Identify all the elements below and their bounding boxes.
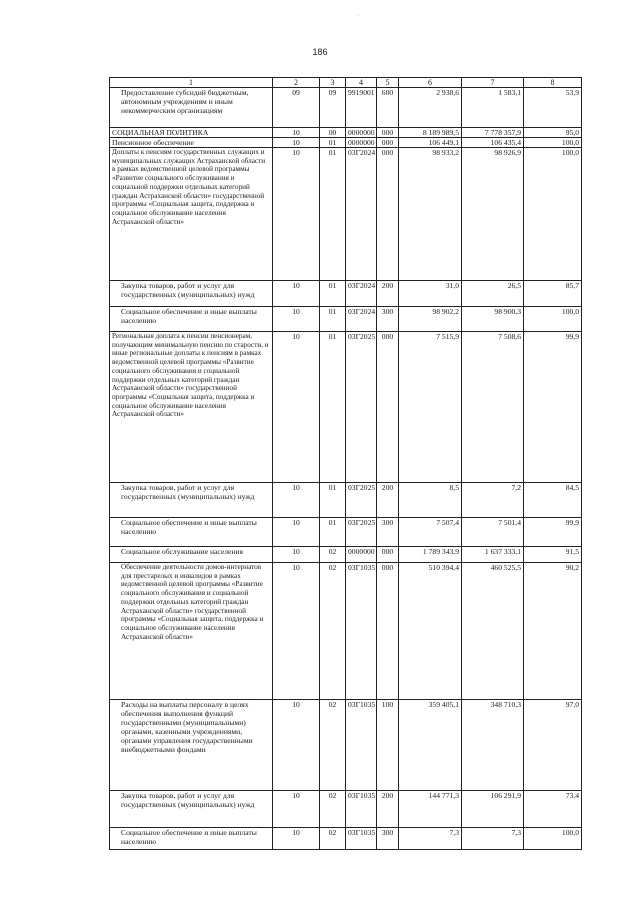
section-code: 10	[273, 828, 320, 850]
actual-value: 7 508,6	[462, 332, 524, 483]
expense-type: 200	[377, 791, 399, 828]
plan-value: 7 507,4	[399, 518, 462, 547]
section-code: 10	[273, 128, 320, 138]
percent-value: 99,9	[524, 518, 582, 547]
header-cell: 7	[462, 78, 524, 88]
target-code: 03Г2025	[346, 332, 377, 483]
section-code: 10	[273, 518, 320, 547]
subsection-code: 02	[320, 791, 346, 828]
subsection-code: 09	[320, 88, 346, 128]
actual-value: 26,5	[462, 281, 524, 307]
target-code: 03Г2024	[346, 307, 377, 332]
row-name: Закупка товаров, работ и услуг для государственных (муниципальных) нужд	[110, 791, 273, 828]
row-name: Закупка товаров, работ и услуг для государственных (муниципальных) нужд	[110, 483, 273, 518]
percent-value: 95,0	[524, 128, 582, 138]
row-name: Расходы на выплаты персоналу в целях обеспечения выполнения функций государственными (муниципальными) органами, казенными учреждениями, органами управления государственными внебюджетными фондами	[110, 700, 273, 791]
plan-value: 8 189 989,5	[399, 128, 462, 138]
row-name: Пенсионное обеспечение	[110, 138, 273, 148]
row-name: Закупка товаров, работ и услуг для государственных (муниципальных) нужд	[110, 281, 273, 307]
subsection-code: 01	[320, 148, 346, 281]
expense-type: 000	[377, 148, 399, 281]
table-row	[110, 547, 582, 563]
row-name: Социальное обеспечение и иные выплаты населению	[110, 307, 273, 332]
table-row	[110, 281, 582, 307]
table-row	[110, 700, 582, 791]
section-code: 10	[273, 281, 320, 307]
expense-type: 200	[377, 281, 399, 307]
table-row	[110, 791, 582, 828]
actual-value: 348 710,3	[462, 700, 524, 791]
percent-value: 85,7	[524, 281, 582, 307]
plan-value: 510 394,4	[399, 563, 462, 700]
expense-type: 000	[377, 547, 399, 563]
expense-type: 600	[377, 88, 399, 128]
target-code: 03Г1035	[346, 563, 377, 700]
row-name: Региональная доплата к пенсии пенсионерам, получающим минимальную пенсию по старости, и иные региональные доплаты к пенсиям в рамках ведомственной целевой программы «Развитие социального обслуживания и социальной поддержки отдельных категорий граждан Астраханской области» государственной программы «Социальная защита, поддержка и социальное обслуживание населения Астраханской области»	[110, 332, 273, 483]
percent-value: 53,9	[524, 88, 582, 128]
header-cell: 6	[399, 78, 462, 88]
table-row	[110, 138, 582, 148]
subsection-code: 01	[320, 307, 346, 332]
target-code: 0000000	[346, 138, 377, 148]
table-row	[110, 128, 582, 138]
section-code: 10	[273, 563, 320, 700]
section-code: 10	[273, 547, 320, 563]
header-cell: 5	[377, 78, 399, 88]
subsection-code: 00	[320, 128, 346, 138]
percent-value: 100,0	[524, 138, 582, 148]
header-cell: 1	[110, 78, 273, 88]
actual-value: 98 900,3	[462, 307, 524, 332]
table-row	[110, 828, 582, 850]
target-code: 03Г2025	[346, 518, 377, 547]
header-row	[110, 78, 582, 88]
percent-value: 97,0	[524, 700, 582, 791]
table-row	[110, 483, 582, 518]
subsection-code: 01	[320, 281, 346, 307]
percent-value: 73,4	[524, 791, 582, 828]
subsection-code: 01	[320, 332, 346, 483]
percent-value: 84,5	[524, 483, 582, 518]
percent-value: 90,2	[524, 563, 582, 700]
plan-value: 8,5	[399, 483, 462, 518]
target-code: 03Г2024	[346, 281, 377, 307]
table-row	[110, 88, 582, 128]
actual-value: 106 291,9	[462, 791, 524, 828]
target-code: 9919001	[346, 88, 377, 128]
expense-type: 000	[377, 128, 399, 138]
plan-value: 98 902,2	[399, 307, 462, 332]
plan-value: 106 449,1	[399, 138, 462, 148]
target-code: 03Г2025	[346, 483, 377, 518]
expense-type: 000	[377, 138, 399, 148]
subsection-code: 02	[320, 563, 346, 700]
target-code: 03Г1035	[346, 700, 377, 791]
subsection-code: 02	[320, 547, 346, 563]
scan-dot: ·	[357, 13, 359, 19]
actual-value: 98 926,9	[462, 148, 524, 281]
table-row	[110, 332, 582, 483]
table-row	[110, 148, 582, 281]
plan-value: 7 515,9	[399, 332, 462, 483]
actual-value: 1 583,1	[462, 88, 524, 128]
actual-value: 7,3	[462, 828, 524, 850]
expense-type: 100	[377, 700, 399, 791]
target-code: 0000000	[346, 547, 377, 563]
subsection-code: 02	[320, 828, 346, 850]
expense-type: 300	[377, 828, 399, 850]
subsection-code: 01	[320, 138, 346, 148]
row-name: Доплаты к пенсиям государственных служащих и муниципальных служащих Астраханской области в рамках ведомственной целевой программы «Развитие социального обслуживания и социальной поддержки отдельных категорий граждан Астраханской области» государственной программы «Социальная защита, поддержка и социальное обслуживание населения Астраханской области»	[110, 148, 273, 281]
plan-value: 144 771,3	[399, 791, 462, 828]
percent-value: 91,5	[524, 547, 582, 563]
row-name: Предоставление субсидий бюджетным, автономным учреждениям и иным некоммерческим организациям	[110, 88, 273, 128]
target-code: 0000000	[346, 128, 377, 138]
target-code: 03Г2024	[346, 148, 377, 281]
expense-type: 300	[377, 307, 399, 332]
section-code: 10	[273, 138, 320, 148]
header-cell: 4	[346, 78, 377, 88]
section-code: 09	[273, 88, 320, 128]
row-name: Социальное обслуживание населения	[110, 547, 273, 563]
table-row	[110, 563, 582, 700]
plan-value: 359 405,1	[399, 700, 462, 791]
percent-value: 100,0	[524, 148, 582, 281]
percent-value: 100,0	[524, 307, 582, 332]
plan-value: 31,0	[399, 281, 462, 307]
row-name: Социальное обеспечение и иные выплаты населению	[110, 828, 273, 850]
expense-type: 200	[377, 483, 399, 518]
subsection-code: 02	[320, 700, 346, 791]
target-code: 03Г1035	[346, 791, 377, 828]
expense-type: 000	[377, 563, 399, 700]
budget-table	[109, 77, 582, 850]
plan-value: 2 938,6	[399, 88, 462, 128]
table-row	[110, 518, 582, 547]
header-cell: 2	[273, 78, 320, 88]
target-code: 03Г1035	[346, 828, 377, 850]
percent-value: 100,0	[524, 828, 582, 850]
section-code: 10	[273, 791, 320, 828]
table-row	[110, 307, 582, 332]
section-code: 10	[273, 148, 320, 281]
row-name: СОЦИАЛЬНАЯ ПОЛИТИКА	[110, 128, 273, 138]
actual-value: 460 525,5	[462, 563, 524, 700]
section-code: 10	[273, 483, 320, 518]
actual-value: 106 435,4	[462, 138, 524, 148]
percent-value: 99,9	[524, 332, 582, 483]
plan-value: 98 933,2	[399, 148, 462, 281]
section-code: 10	[273, 307, 320, 332]
header-cell: 3	[320, 78, 346, 88]
subsection-code: 01	[320, 483, 346, 518]
plan-value: 7,3	[399, 828, 462, 850]
header-cell: 8	[524, 78, 582, 88]
actual-value: 7,2	[462, 483, 524, 518]
actual-value: 7 778 357,9	[462, 128, 524, 138]
actual-value: 1 637 333,1	[462, 547, 524, 563]
plan-value: 1 789 343,9	[399, 547, 462, 563]
section-code: 10	[273, 700, 320, 791]
row-name: Социальное обеспечение и иные выплаты населению	[110, 518, 273, 547]
expense-type: 000	[377, 332, 399, 483]
page-number: 186	[312, 47, 328, 57]
expense-type: 300	[377, 518, 399, 547]
subsection-code: 01	[320, 518, 346, 547]
section-code: 10	[273, 332, 320, 483]
actual-value: 7 501,4	[462, 518, 524, 547]
row-name: Обеспечение деятельности домов-интернатов для престарелых и инвалидов в рамках ведомственной целевой программы «Развитие социального обслуживания и социальной поддержки отдельных категорий граждан Астраханской области» государственной программы «Социальная защита, поддержка и социальное обслуживание населения Астраханской области»	[110, 563, 273, 700]
